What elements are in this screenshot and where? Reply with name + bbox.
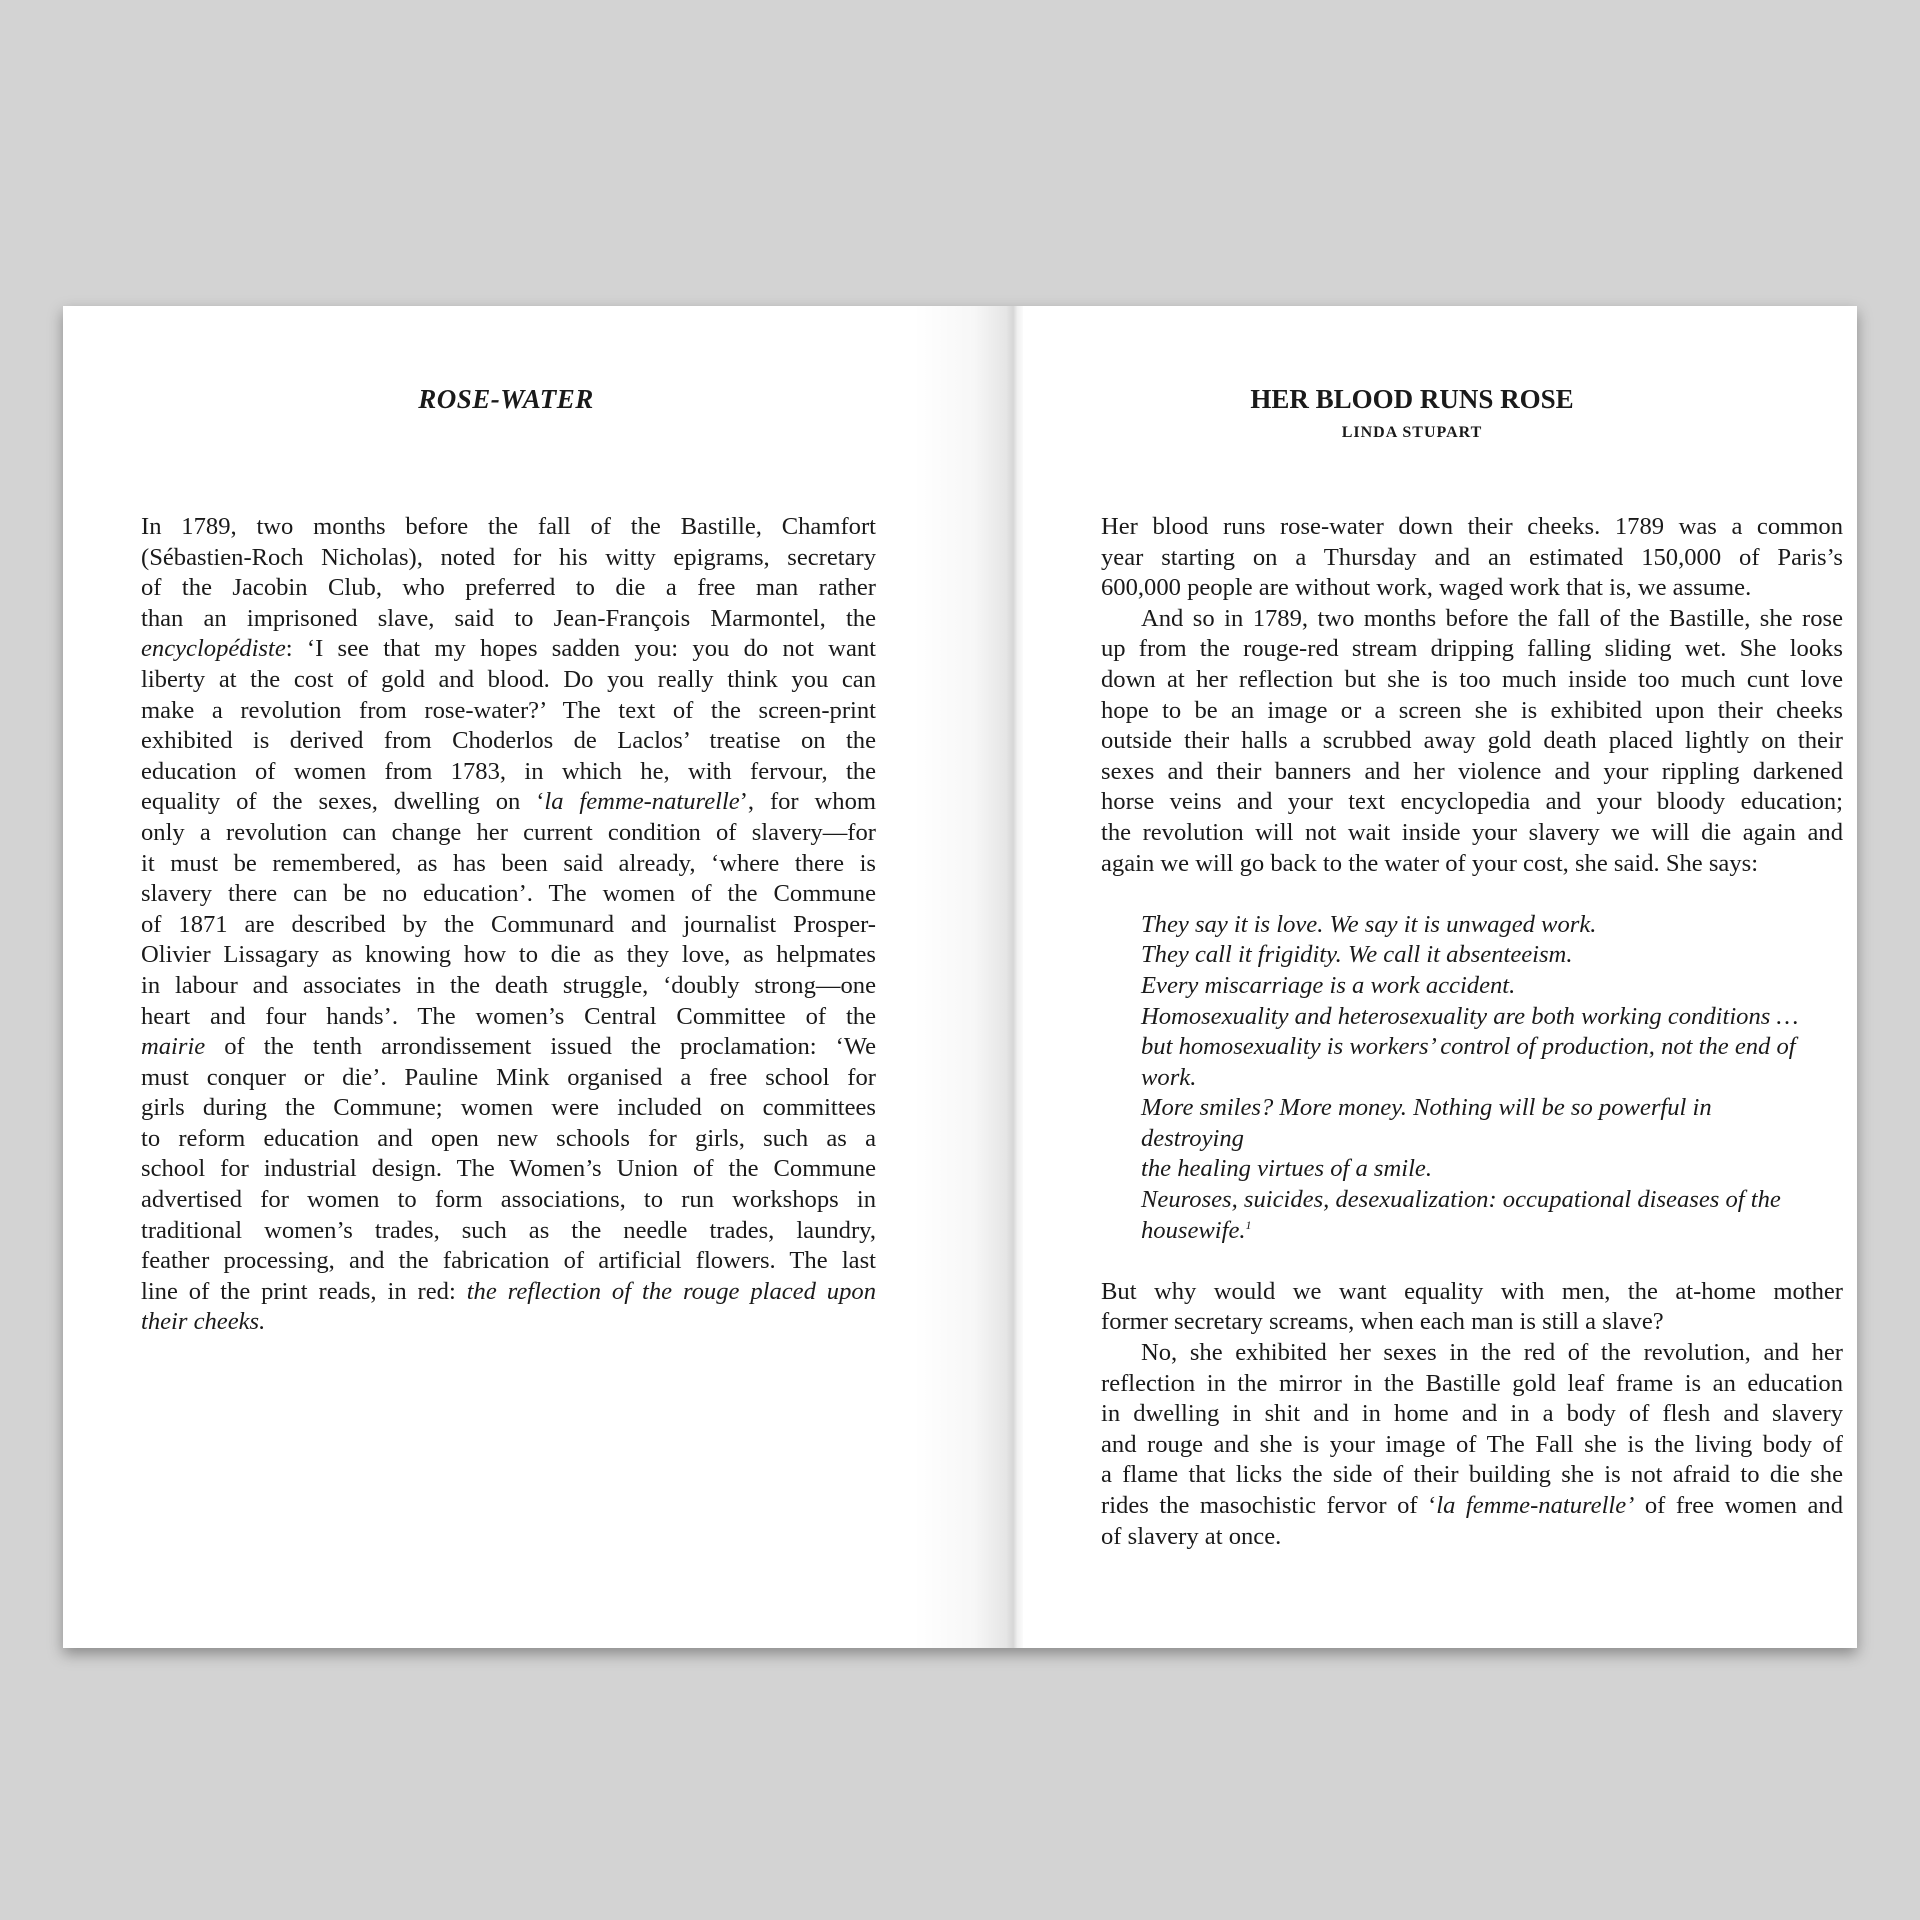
text-line: But why would we want equality with men, the at-home mother (1101, 1277, 1843, 1305)
text-line: it must be remembered, as has been said already, ‘where there is (141, 849, 876, 877)
text-line: make a revolution from rose-water?’ The text of the screen-print (141, 696, 876, 724)
right-body-text (1101, 512, 1843, 1552)
text-line: of 1871 are described by the Communard and journalist Prosper- (141, 910, 876, 938)
verse-line: Every miscarriage is a work accident. (1141, 971, 1516, 999)
text-line: slavery there can be no education’. The women of the Commune (141, 880, 876, 908)
text-line: reflection in the mirror in the Bastille gold leaf frame is an education (1101, 1369, 1843, 1397)
text-line: a flame that licks the side of their building she is not afraid to die she (1101, 1461, 1843, 1489)
verse-line: Homosexuality and heterosexuality are both working conditions … (1141, 1002, 1799, 1030)
text-line: school for industrial design. The Women’s Union of the Commune (141, 1155, 876, 1183)
verse-line: destroying (1141, 1124, 1244, 1152)
verse-line: housewife.$^1$ (1141, 1216, 1252, 1244)
text-line: their cheeks. (141, 1308, 266, 1336)
left-body-text (141, 512, 876, 1338)
text-line: up from the rouge-red stream dripping falling sliding wet. She looks (1101, 635, 1843, 663)
paragraph-gap (1101, 1246, 1843, 1277)
text-line: advertised for women to form associations, to run workshops in (141, 1186, 876, 1214)
text-line: rides the masochistic fervor of ‘la femme-naturelle’ of free women and (1101, 1492, 1843, 1519)
text-line: in labour and associates in the death struggle, ‘doubly strong—one (141, 971, 876, 999)
text-line: And so in 1789, two months before the fall of the Bastille, she rose (1141, 604, 1843, 632)
book-spread (63, 306, 1857, 1648)
text-line: traditional women’s trades, such as the needle trades, laundry, (141, 1216, 876, 1244)
text-line: No, she exhibited her sexes in the red of the revolution, and her (1141, 1339, 1843, 1367)
text-line: 600,000 people are without work, waged work that is, we assume. (1101, 574, 1752, 602)
text-line: sexes and their banners and her violence and your rippling darkened (1101, 757, 1843, 785)
verse-line: the healing virtues of a smile. (1141, 1155, 1432, 1183)
text-line: in dwelling in shit and in home and in a body of flesh and slavery (1101, 1400, 1843, 1428)
text-line: of the Jacobin Club, who preferred to die a free man rather (141, 574, 876, 602)
text-line: liberty at the cost of gold and blood. Do you really think you can (141, 665, 876, 693)
text-line: feather processing, and the fabrication of artificial flowers. The last (141, 1247, 876, 1275)
text-line: encyclopédiste: ‘I see that my hopes sadden you: you do not want (141, 635, 876, 663)
text-line: girls during the Commune; women were included on committees (141, 1094, 876, 1122)
text-line: Her blood runs rose-water down their cheeks. 1789 was a common (1101, 513, 1843, 540)
text-line: exhibited is derived from Choderlos de Laclos’ treatise on the (141, 727, 876, 755)
text-line: former secretary screams, when each man is still a slave? (1101, 1308, 1664, 1336)
text-line: mairie of the tenth arrondissement issued the proclamation: ‘We (141, 1033, 876, 1061)
left-page (63, 306, 959, 1648)
text-line: the revolution will not wait inside your slavery we will die again and (1101, 818, 1843, 846)
paragraph-gap (1101, 879, 1843, 910)
text-line: only a revolution can change her current condition of slavery—for (141, 818, 876, 846)
text-line: to reform education and open new schools for girls, such as a (141, 1124, 876, 1152)
verse-line: work. (1141, 1063, 1197, 1091)
page-title-left: ROSE-WATER (418, 384, 594, 414)
text-line: hope to be an image or a screen she is exhibited upon their cheeks (1101, 696, 1843, 724)
text-line: outside their halls a scrubbed away gold death placed lightly on their (1101, 727, 1843, 755)
text-line: down at her reflection but she is too much inside too much cunt love (1101, 665, 1843, 693)
text-line: line of the print reads, in red: the reflection of the rouge placed upon (141, 1277, 876, 1305)
verse-line: They say it is love. We say it is unwaged work. (1141, 910, 1597, 938)
verse-line: More smiles? More money. Nothing will be so powerful in (1141, 1094, 1712, 1122)
verse-line: They call it frigidity. We call it absenteeism. (1141, 941, 1573, 969)
text-line: year starting on a Thursday and an estimated 150,000 of Paris’s (1101, 543, 1843, 571)
text-line: heart and four hands’. The women’s Central Committee of the (141, 1002, 876, 1030)
text-line: must conquer or die’. Pauline Mink organised a free school for (141, 1063, 876, 1091)
text-line: (Sébastien-Roch Nicholas), noted for his witty epigrams, secretary (141, 543, 876, 571)
author-name: LINDA STUPART (1341, 424, 1483, 441)
text-line: again we will go back to the water of your cost, she said. She says: (1101, 849, 1759, 877)
text-line: Olivier Lissagary as knowing how to die as they love, as helpmates (141, 941, 876, 969)
right-page (959, 306, 1857, 1648)
verse-line: Neuroses, suicides, desexualization: occupational diseases of the (1141, 1186, 1781, 1214)
text-line: horse veins and your text encyclopedia and your bloody education; (1101, 788, 1843, 816)
text-line: than an imprisoned slave, said to Jean-François Marmontel, the (141, 604, 876, 632)
text-line: In 1789, two months before the fall of the Bastille, Chamfort (141, 513, 876, 540)
text-line: and rouge and she is your image of The Fall she is the living body of (1101, 1430, 1843, 1458)
page-title-right: HER BLOOD RUNS ROSE (1250, 384, 1574, 414)
text-line: equality of the sexes, dwelling on ‘la femme-naturelle’, for whom (141, 788, 876, 816)
text-line: of slavery at once. (1101, 1522, 1282, 1550)
text-line: education of women from 1783, in which he, with fervour, the (141, 757, 876, 785)
verse-line: but homosexuality is workers’ control of production, not the end of (1141, 1033, 1796, 1061)
